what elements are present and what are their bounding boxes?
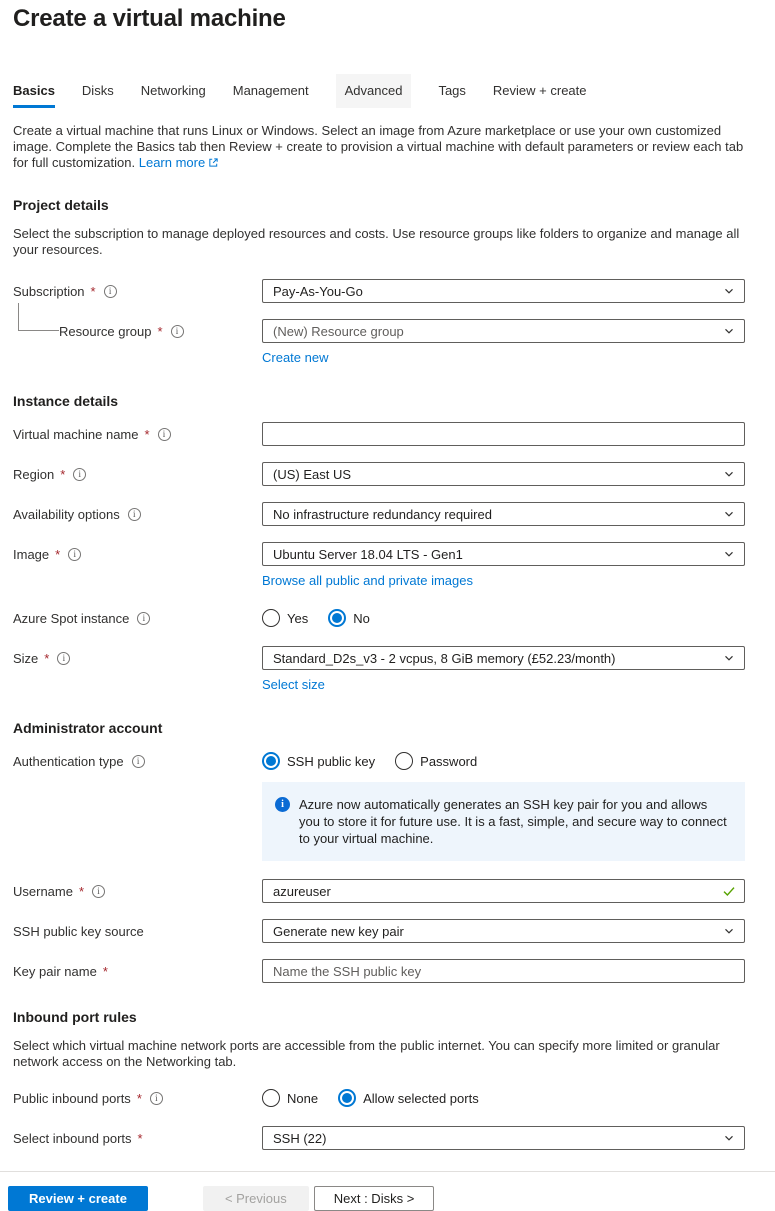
size-select[interactable] [262,646,745,670]
browse-images-link[interactable]: Browse all public and private images [262,573,473,588]
field-row-vm-name [13,422,745,446]
ports-allow-radio[interactable] [338,1089,356,1107]
tab-management[interactable]: Management [232,83,309,98]
auth-type-radio-group [262,749,745,773]
info-icon[interactable] [171,325,184,338]
intro-body: Create a virtual machine that runs Linux or Windows. Select an image from Azure marketplace or use your own customized image. Complete the Basics tab then Review + create to provision a virtual machine with default parameters or review each tab for full customization. [13,123,744,170]
chevron-down-icon [723,1132,735,1144]
ssh-info-text: Azure now automatically generates an SSH key pair for you and allows you to store it for future use. It is a fast, simple, and secure way to connect to your virtual machine. [299,797,727,846]
ports-none-radio[interactable] [262,1089,280,1107]
info-icon[interactable] [128,508,141,521]
next-disks-button[interactable]: Next : Disks > [314,1186,435,1211]
field-row-username [13,879,745,903]
subscription-select[interactable] [262,279,745,303]
availability-label: Availability options [13,506,120,522]
availability-value: No infrastructure redundancy required [273,506,492,522]
spot-yes-radio[interactable] [262,609,280,627]
select-ports-select[interactable] [262,1126,745,1150]
auth-ssh-radio[interactable] [262,752,280,770]
key-pair-input[interactable] [262,959,745,983]
inbound-description: Select which virtual machine network ports are accessible from the public internet. You can specify more limited or granular network access on the Networking tab. [13,1038,720,1069]
resource-group-label: Resource group [59,323,152,339]
info-icon[interactable] [132,755,145,768]
auth-type-label: Authentication type [13,753,124,769]
field-row-ssh-source [13,919,745,943]
size-value: Standard_D2s_v3 - 2 vcpus, 8 GiB memory (£52.23/month) [273,650,616,666]
subscription-label: Subscription [13,283,85,299]
info-icon[interactable] [137,612,150,625]
tab-basics[interactable]: Basics [13,74,55,108]
ssh-source-select[interactable] [262,919,745,943]
vm-name-label-cell [13,422,262,446]
availability-label-cell [13,502,262,526]
ssh-source-label-cell [13,919,262,943]
field-row-image [13,542,745,590]
info-icon[interactable] [57,652,70,665]
availability-select[interactable] [262,502,745,526]
auth-ssh-label: SSH public key [287,753,376,769]
chevron-down-icon [723,325,735,337]
spot-yes-label: Yes [287,610,309,626]
tree-connector [18,303,59,331]
auth-password-radio[interactable] [395,752,413,770]
project-details-description: Select the subscription to manage deployed resources and costs. Use resource groups like folders to organize and manage all your resources. [13,226,740,257]
info-icon[interactable] [92,885,105,898]
username-label: Username [13,883,73,899]
resource-group-select[interactable] [262,319,745,343]
resource-group-value: (New) Resource group [273,323,404,339]
resource-group-label-cell [13,319,262,343]
info-filled-icon: i [275,797,290,812]
tab-networking[interactable]: Networking [140,83,206,98]
required-marker: * [157,323,163,339]
section-inbound-port-rules: Inbound port rules [13,1009,137,1025]
intro-text [13,123,745,171]
region-label: Region [13,466,55,482]
subscription-label-cell [13,279,262,303]
page-title: Create a virtual machine [13,5,286,32]
section-instance-details: Instance details [13,393,119,409]
image-label: Image [13,546,50,562]
field-row-auth-type [13,749,745,861]
tab-review-create[interactable]: Review + create [492,83,587,98]
vm-name-label: Virtual machine name [13,426,139,442]
info-icon[interactable] [104,285,117,298]
valid-check-icon [722,884,736,898]
image-label-cell [13,542,262,566]
spot-label-cell [13,606,262,630]
field-row-public-ports [13,1086,745,1110]
region-value: (US) East US [273,466,352,482]
learn-more-label: Learn more [138,155,206,170]
info-icon[interactable] [73,468,86,481]
info-icon[interactable] [68,548,81,561]
field-row-availability [13,502,745,526]
required-marker: * [144,426,150,442]
field-row-subscription [13,279,745,303]
ssh-source-label: SSH public key source [13,923,144,939]
required-marker: * [78,883,85,899]
field-row-region [13,462,745,486]
public-ports-label: Public inbound ports [13,1090,131,1106]
chevron-down-icon [723,285,735,297]
username-input[interactable] [262,879,745,903]
required-marker: * [137,1130,143,1146]
public-ports-radio-group [262,1086,745,1110]
field-row-resource-group [13,319,745,367]
subscription-value: Pay-As-You-Go [273,283,363,299]
auth-password-label: Password [420,753,478,769]
info-icon[interactable] [150,1092,163,1105]
chevron-down-icon [723,468,735,480]
required-marker: * [90,283,96,299]
image-select[interactable] [262,542,745,566]
previous-button[interactable]: < Previous [203,1186,309,1211]
spot-radio-group [262,606,745,630]
ports-none-label: None [287,1090,319,1106]
ports-allow-label: Allow selected ports [363,1090,479,1106]
section-project-details: Project details [13,197,109,213]
chevron-down-icon [723,508,735,520]
image-value: Ubuntu Server 18.04 LTS - Gen1 [273,546,463,562]
size-label-cell [13,646,262,670]
info-icon[interactable] [158,428,171,441]
tab-tags[interactable]: Tags [438,83,466,98]
required-marker: * [44,650,50,666]
chevron-down-icon [723,548,735,560]
field-row-key-pair [13,959,745,983]
spot-label: Azure Spot instance [13,610,130,626]
required-marker: * [60,466,66,482]
public-ports-label-cell [13,1086,262,1110]
vm-name-input[interactable] [262,422,745,446]
key-pair-label: Key pair name [13,963,97,979]
spot-no-radio[interactable] [328,609,346,627]
tab-bar [13,74,745,108]
select-size-link[interactable]: Select size [262,677,325,692]
required-marker: * [136,1090,142,1106]
footer-bar [0,1172,775,1211]
learn-more-link[interactable] [139,155,219,170]
ssh-info-box [262,782,745,861]
section-admin-account: Administrator account [13,720,163,736]
required-marker: * [102,963,108,979]
auth-type-label-cell [13,749,262,773]
region-label-cell [13,462,262,486]
key-pair-label-cell [13,959,262,983]
chevron-down-icon [723,652,735,664]
region-select[interactable] [262,462,745,486]
size-label: Size [13,650,39,666]
required-marker: * [55,546,61,562]
tab-advanced[interactable]: Advanced [336,74,412,108]
review-create-button[interactable]: Review + create [8,1186,148,1211]
external-link-icon [208,157,219,168]
select-ports-value: SSH (22) [273,1130,327,1146]
create-new-link[interactable]: Create new [262,350,329,365]
select-ports-label-cell [13,1126,262,1150]
ssh-source-value: Generate new key pair [273,923,404,939]
username-label-cell [13,879,262,903]
select-ports-label: Select inbound ports [13,1130,132,1146]
chevron-down-icon [723,925,735,937]
field-row-spot [13,606,745,630]
tab-disks[interactable]: Disks [81,83,114,98]
spot-no-label: No [353,610,370,626]
field-row-select-ports [13,1126,745,1150]
field-row-size [13,646,745,694]
